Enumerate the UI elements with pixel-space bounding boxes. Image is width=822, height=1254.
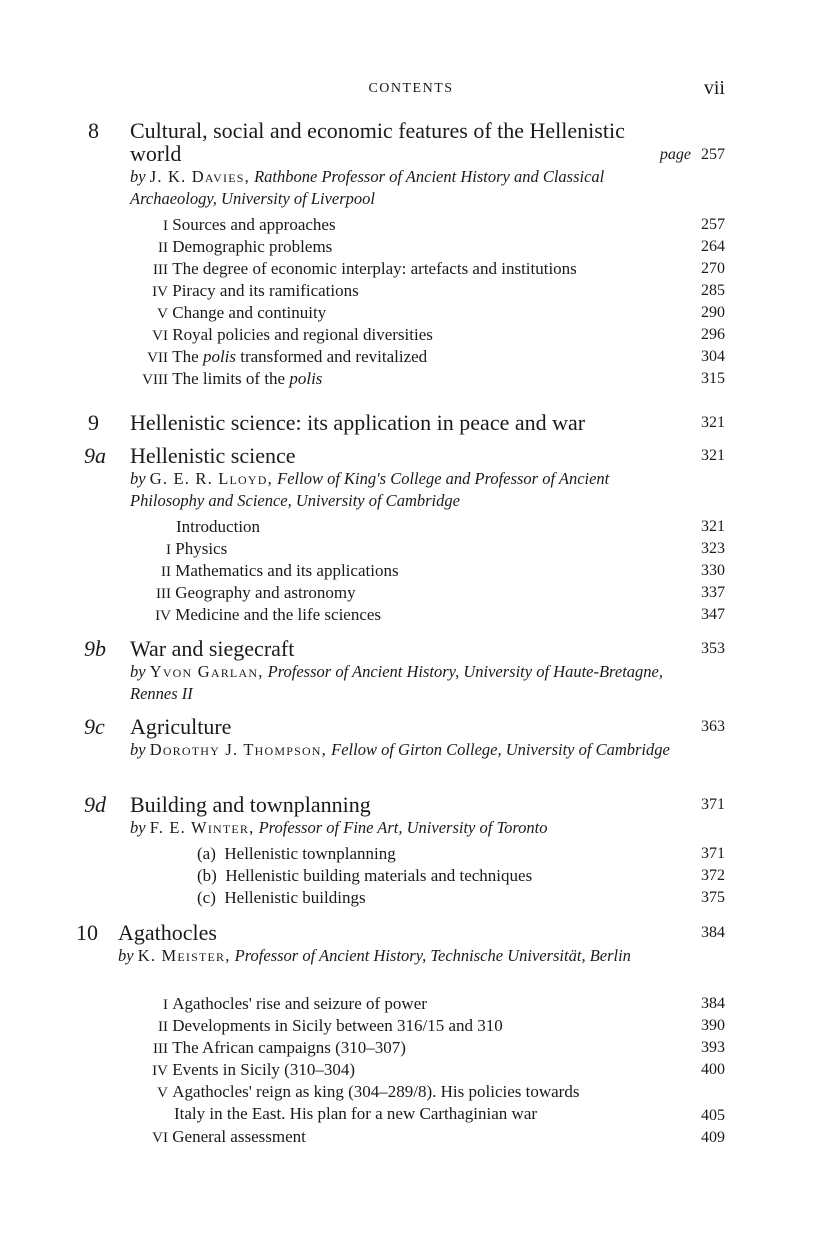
section-title: General assessment xyxy=(172,1127,306,1146)
section-page: 375 xyxy=(701,889,725,906)
section-entry xyxy=(130,1060,355,1080)
byline-by: by xyxy=(130,740,146,759)
page-label: page xyxy=(659,146,691,163)
section-number: I xyxy=(166,542,171,558)
section-title-italic: polis xyxy=(289,369,323,388)
section-entry xyxy=(130,994,427,1014)
section-number: (c) xyxy=(197,888,216,907)
section-number: IV xyxy=(155,608,171,624)
section-entry xyxy=(130,259,577,279)
chapter-title: Hellenistic science xyxy=(130,443,296,468)
section-number: I xyxy=(163,218,168,234)
section-entry xyxy=(130,1082,579,1102)
section-entry xyxy=(130,583,356,603)
section-page: 257 xyxy=(701,216,725,233)
section-page: 372 xyxy=(701,867,725,884)
section-entry xyxy=(130,1038,406,1058)
chapter-number: 9b xyxy=(84,636,106,661)
section-title: Hellenistic buildings xyxy=(224,888,366,907)
author-byline xyxy=(130,468,650,512)
section-title-continued: Italy in the East. His plan for a new Carthaginian war xyxy=(174,1104,538,1123)
author-name: Yvon Garlan, xyxy=(149,662,264,681)
section-title: Demographic problems xyxy=(172,237,333,256)
section-title: Developments in Sicily between 316/15 and 310 xyxy=(172,1016,503,1035)
author-byline xyxy=(130,739,690,761)
section-page: 264 xyxy=(701,238,725,255)
section-entry xyxy=(130,605,381,625)
section-title-italic: polis xyxy=(202,347,236,366)
chapter-number: 10 xyxy=(76,920,98,945)
author-affiliation: Fellow of King's College and Professor of Ancient Philosophy and Science, University of Cambridge xyxy=(130,469,610,510)
section-title: Agathocles' rise and seizure of power xyxy=(172,994,427,1013)
section-entry xyxy=(130,215,336,235)
chapter-page: 384 xyxy=(701,924,725,941)
section-title: Mathematics and its applications xyxy=(175,561,399,580)
section-page: 315 xyxy=(701,370,725,387)
section-title: The limits of the xyxy=(172,369,290,388)
page-number: vii xyxy=(703,77,725,99)
author-affiliation: Professor of Ancient History, Technische Universität, Berlin xyxy=(234,946,631,965)
section-title: Medicine and the life sciences xyxy=(175,605,382,624)
section-entry xyxy=(130,561,399,581)
chapter-number: 8 xyxy=(88,118,99,143)
chapter-page: 257 xyxy=(701,146,725,163)
section-entry xyxy=(130,303,326,323)
section-entry xyxy=(130,325,433,345)
author-name: F. E. Winter, xyxy=(149,818,255,837)
section-number: (a) xyxy=(197,844,216,863)
section-page: 384 xyxy=(701,995,725,1012)
section-entry xyxy=(130,369,322,389)
section-title: Sources and approaches xyxy=(172,215,336,234)
section-title: Royal policies and regional diversities xyxy=(172,325,433,344)
byline-by: by xyxy=(130,818,146,837)
section-title: Events in Sicily (310–304) xyxy=(172,1060,355,1079)
author-affiliation: Fellow of Girton College, University of Cambridge xyxy=(331,740,670,759)
section-entry xyxy=(130,347,427,367)
section-title: Piracy and its ramifications xyxy=(172,281,359,300)
section-number: VII xyxy=(147,350,168,366)
author-byline xyxy=(130,166,670,210)
section-page: 400 xyxy=(701,1061,725,1078)
chapter-title: Cultural, social and economic features of the Hellenistic xyxy=(130,118,625,143)
section-entry xyxy=(130,237,332,257)
byline-by: by xyxy=(130,662,146,681)
section-number: VI xyxy=(152,1130,168,1146)
section-page: 390 xyxy=(701,1017,725,1034)
byline-by: by xyxy=(130,469,146,488)
section-title: The degree of economic interplay: artefacts and institutions xyxy=(172,259,577,278)
author-byline xyxy=(130,661,690,705)
section-number: IV xyxy=(152,1063,168,1079)
section-page: 409 xyxy=(701,1129,725,1146)
section-title: The African campaigns (310–307) xyxy=(172,1038,406,1057)
section-title-rest: transformed and revitalized xyxy=(236,347,428,366)
section-number: II xyxy=(161,564,171,580)
section-page: 296 xyxy=(701,326,725,343)
section-title: Physics xyxy=(175,539,228,558)
section-page: 337 xyxy=(701,584,725,601)
section-page: 321 xyxy=(701,518,725,535)
chapter-number: 9d xyxy=(84,792,106,817)
section-number: III xyxy=(153,262,168,278)
section-page: 330 xyxy=(701,562,725,579)
section-entry xyxy=(197,844,396,864)
chapter-title: Building and townplanning xyxy=(130,792,371,817)
section-page: 393 xyxy=(701,1039,725,1056)
section-number: V xyxy=(157,306,168,322)
section-entry xyxy=(130,1016,503,1036)
author-name: J. K. Davies, xyxy=(149,167,250,186)
author-byline xyxy=(130,817,690,839)
section-entry: Introduction xyxy=(176,517,261,536)
section-page: 405 xyxy=(701,1107,725,1124)
section-page: 285 xyxy=(701,282,725,299)
author-name: G. E. R. Lloyd, xyxy=(149,469,273,488)
section-page: 347 xyxy=(701,606,725,623)
section-page: 270 xyxy=(701,260,725,277)
section-entry xyxy=(130,281,359,301)
section-entry xyxy=(130,539,227,559)
section-title: The xyxy=(172,347,203,366)
section-entry xyxy=(130,1127,306,1147)
section-number: VI xyxy=(152,328,168,344)
chapter-title: Agathocles xyxy=(118,920,217,945)
chapter-page: 353 xyxy=(701,640,725,657)
section-title: Change and continuity xyxy=(172,303,327,322)
chapter-title: War and siegecraft xyxy=(130,636,295,661)
author-name: Dorothy J. Thompson, xyxy=(149,740,328,759)
chapter-page-entry xyxy=(660,146,725,164)
section-page: 323 xyxy=(701,540,725,557)
author-name: K. Meister, xyxy=(137,946,231,965)
section-title: Agathocles' reign as king (304–289/8). His policies towards xyxy=(172,1082,580,1101)
chapter-title: Hellenistic science: its application in peace and war xyxy=(130,410,586,435)
section-title: Hellenistic building materials and techniques xyxy=(225,866,533,885)
section-title: Geography and astronomy xyxy=(175,583,356,602)
running-header: CONTENTS xyxy=(368,81,454,96)
author-affiliation: Professor of Ancient History, University of Haute-Bretagne, Rennes II xyxy=(130,662,663,703)
author-affiliation: Professor of Fine Art, University of Toronto xyxy=(258,818,548,837)
section-number: VIII xyxy=(142,372,168,388)
section-number: I xyxy=(163,997,168,1013)
author-byline xyxy=(118,945,678,967)
byline-by: by xyxy=(130,167,146,186)
chapter-page: 321 xyxy=(701,447,725,464)
chapter-title: Agriculture xyxy=(130,714,232,739)
chapter-number: 9a xyxy=(84,443,106,468)
section-number: IV xyxy=(152,284,168,300)
section-page: 371 xyxy=(701,845,725,862)
byline-by: by xyxy=(118,946,134,965)
section-number: II xyxy=(158,240,168,256)
section-number: III xyxy=(156,586,171,602)
chapter-number: 9 xyxy=(88,410,99,435)
author-affiliation: Rathbone Professor of Ancient History and Classical Archaeology, University of Liverpool xyxy=(130,167,605,208)
section-number: (b) xyxy=(197,866,217,885)
chapter-title-continued: world xyxy=(130,141,182,166)
section-page: 290 xyxy=(701,304,725,321)
section-title: Hellenistic townplanning xyxy=(224,844,396,863)
section-number: V xyxy=(157,1085,168,1101)
section-page: 304 xyxy=(701,348,725,365)
chapter-page: 321 xyxy=(701,414,725,431)
section-entry xyxy=(197,888,366,908)
section-entry xyxy=(197,866,532,886)
section-number: III xyxy=(153,1041,168,1057)
chapter-number: 9c xyxy=(84,714,105,739)
chapter-page: 371 xyxy=(701,796,725,813)
section-number: II xyxy=(158,1019,168,1035)
chapter-page: 363 xyxy=(701,718,725,735)
